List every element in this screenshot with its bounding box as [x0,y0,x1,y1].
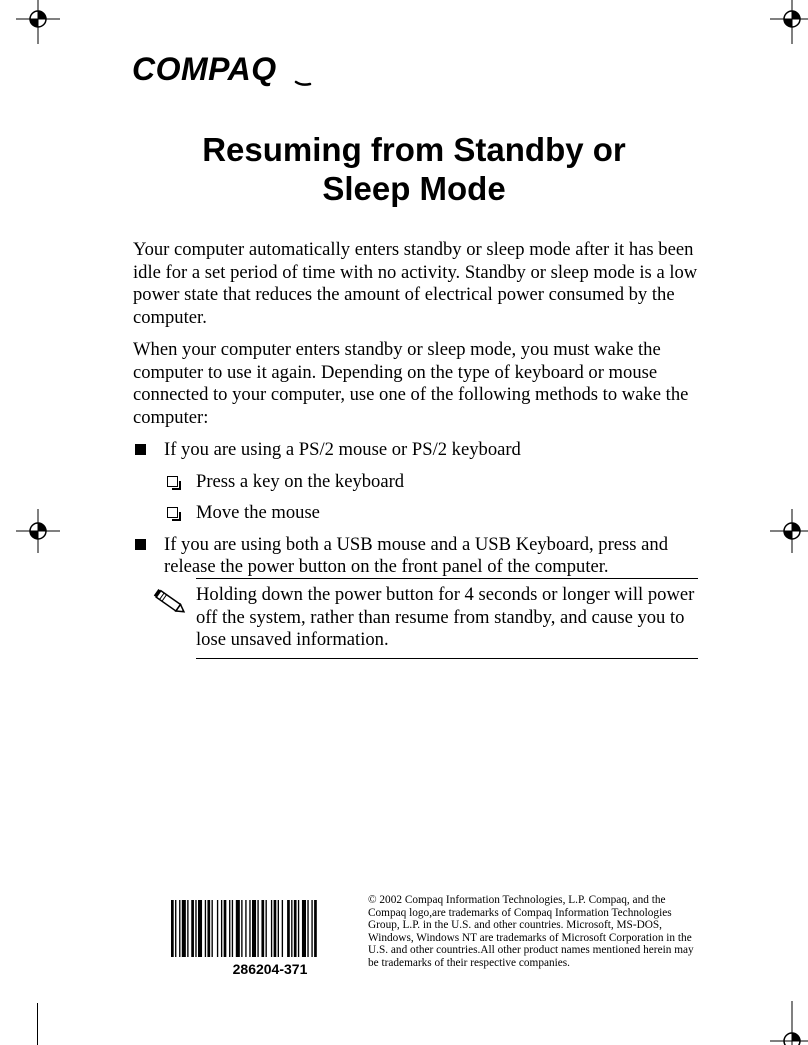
barcode-bar [274,900,277,957]
registration-mark-middle-right [770,509,808,553]
barcode-bar [179,900,180,957]
barcode-bar [232,900,233,957]
crop-line-bottom-left [37,1003,38,1045]
barcode-bar [182,900,186,957]
subitem-press-key [133,471,701,494]
barcode-bar [175,900,176,957]
body-content [133,239,701,588]
barcode-bar [236,900,240,957]
barcode-bar [271,900,272,957]
square-bullet-icon [135,539,146,550]
registration-mark-top-left [16,0,60,44]
barcode-bar [229,900,230,957]
title-line-2: Sleep Mode [322,170,506,207]
barcode-bar [191,900,194,957]
hollow-square-bullet-icon [167,476,178,487]
barcode-bar [298,900,299,957]
barcode-bar [291,900,292,957]
compaq-logo [130,46,320,92]
note-text: Holding down the power button for 4 seconds or longer will power off the system, rather than resume from standby, and cause you to lose unsaved information. [196,584,695,650]
barcode-bar [212,900,213,957]
barcode-bar [195,900,196,957]
barcode-bar [207,900,210,957]
wake-paragraph: When your computer enters standby or sleep mode, you must wake the computer to use it again. Depending on the type of keyboard or mouse connected to your computer, use one of the following methods to wake the computer: [133,339,689,428]
crosshair-icon [770,1001,808,1045]
pencil-note-icon [152,586,188,618]
barcode-bar [307,900,308,957]
barcode-bar [311,900,312,957]
crosshair-icon [770,0,808,44]
logo-text: COMPAQ [132,51,277,87]
barcode-bar [261,900,264,957]
barcode-bar [287,900,290,957]
title-line-1: Resuming from Standby or [202,131,626,168]
subitem-press-key-text: Press a key on the keyboard [196,470,405,492]
barcode-bar [257,900,258,957]
barcode [170,900,370,957]
barcode-bar [241,900,242,957]
barcode-bar [245,900,246,957]
barcode-bar [198,900,202,957]
bullet-ps2-text: If you are using a PS/2 mouse or PS/2 keyboard [164,439,521,460]
subitem-move-mouse [133,502,701,525]
part-number: 286204-371 [232,961,308,977]
subitem-move-mouse-text: Move the mouse [196,502,320,523]
barcode-bar [294,900,297,957]
barcode-bar [278,900,279,957]
registration-mark-middle-left [16,509,60,553]
barcode-bar [314,900,317,957]
crosshair-icon [770,509,808,553]
barcode-bar [249,900,250,957]
bullet-ps2 [133,439,701,462]
bullet-usb [133,534,701,579]
barcode-bar [266,900,267,957]
registration-mark-top-right [770,0,808,44]
barcode-bar [171,900,174,957]
square-bullet-icon [135,444,146,455]
copyright-notice: © 2002 Compaq Information Technologies, L.P. Compaq, and the Compaq logo,are trademarks of Compaq Information Technologies Group, L.P. in the U.S. and other countries. Microsoft, MS-DOS, Windows, Windows NT are trademarks of Microsoft Corporation in the U.S. and other countries.All other product names mentioned herein may be trademarks of their respective companies. [368,894,694,969]
barcode-bar [205,900,206,957]
barcode-bar [187,900,188,957]
page-title [100,130,728,208]
crosshair-icon [16,0,60,44]
barcode-bar [302,900,306,957]
bullet-usb-text: If you are using both a USB mouse and a USB Keyboard, press and release the power button on the front panel of the computer. [164,533,669,577]
barcode-bar [217,900,218,957]
note-box [196,578,698,659]
barcode-bar [221,900,222,957]
barcode-bar [282,900,283,957]
barcode-bar [224,900,227,957]
intro-paragraph: Your computer automatically enters standby or sleep mode after it has been idle for a set period of time with no activity. Standby or sleep mode is a low power state that reduces the amount of electrical power consumed by the computer. [133,239,698,328]
crosshair-icon [16,509,60,553]
hollow-square-bullet-icon [167,507,178,518]
barcode-bar [252,900,256,957]
registration-mark-bottom-right [770,1001,808,1045]
